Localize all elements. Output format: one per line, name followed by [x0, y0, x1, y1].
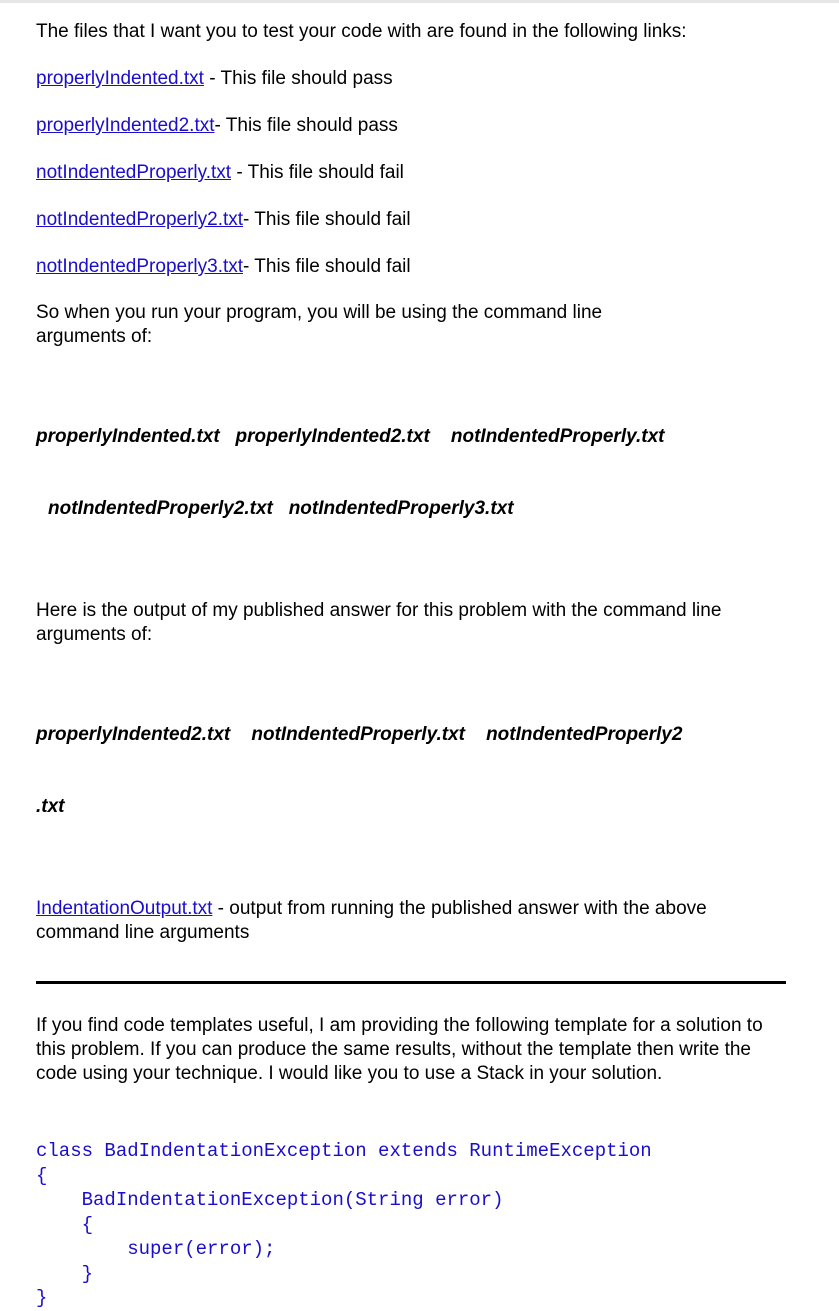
file-desc: - This file should fail	[243, 256, 411, 277]
command-line-arguments	[36, 377, 796, 569]
document-body	[36, 20, 796, 1311]
output-link[interactable]: IndentationOutput.txt	[36, 898, 213, 919]
args-line: notIndentedProperly2.txt notIndentedProperly3.txt	[48, 498, 514, 519]
horizontal-rule	[36, 981, 786, 984]
code-line: BadIndentationException(String error)	[36, 1189, 504, 1211]
args-line: properlyIndented.txt properlyIndented2.txt notIndentedProperly.txt	[36, 426, 665, 447]
code-line: }	[36, 1287, 48, 1309]
args-line: .txt	[36, 796, 65, 817]
template-intro: If you find code templates useful, I am providing the following template for a solution to this problem. If you can produce the same results, without the template then write the code using your technique. I would like you to use a Stack in your solution.	[36, 1015, 763, 1084]
run-instructions: So when you run your program, you will be using the command line arguments of:	[36, 302, 603, 347]
output-arguments	[36, 675, 796, 867]
code-line: super(error);	[36, 1238, 276, 1260]
code-line: }	[36, 1262, 94, 1285]
code-line: {	[36, 1164, 48, 1187]
top-border	[0, 0, 839, 3]
file-desc: - This file should fail	[231, 162, 404, 183]
output-link-desc: - output from running the published answer with the above command line arguments	[36, 898, 707, 943]
intro-text: The files that I want you to test your code with are found in the following links:	[36, 21, 687, 42]
args-line: properlyIndented2.txt notIndentedProperly.txt notIndentedProperly2	[36, 724, 683, 745]
code-line: class BadIndentationException extends RuntimeException	[36, 1140, 652, 1162]
file-link[interactable]: properlyIndented2.txt	[36, 115, 215, 136]
file-row	[36, 208, 796, 232]
output-link-row	[36, 897, 756, 945]
file-desc: - This file should pass	[203, 68, 393, 89]
file-row	[36, 161, 796, 185]
file-desc: - This file should pass	[214, 115, 398, 136]
output-intro: Here is the output of my published answer for this problem with the command line arguments of:	[36, 600, 722, 645]
code-line: {	[36, 1213, 94, 1236]
file-row	[36, 255, 796, 279]
file-link[interactable]: notIndentedProperly3.txt	[36, 256, 244, 277]
file-link[interactable]: properlyIndented.txt	[36, 68, 204, 89]
file-row	[36, 114, 796, 138]
file-link[interactable]: notIndentedProperly2.txt	[36, 209, 244, 230]
file-row	[36, 67, 796, 91]
file-desc: - This file should fail	[243, 209, 411, 230]
file-link[interactable]: notIndentedProperly.txt	[36, 162, 232, 183]
code-template	[36, 1139, 796, 1311]
